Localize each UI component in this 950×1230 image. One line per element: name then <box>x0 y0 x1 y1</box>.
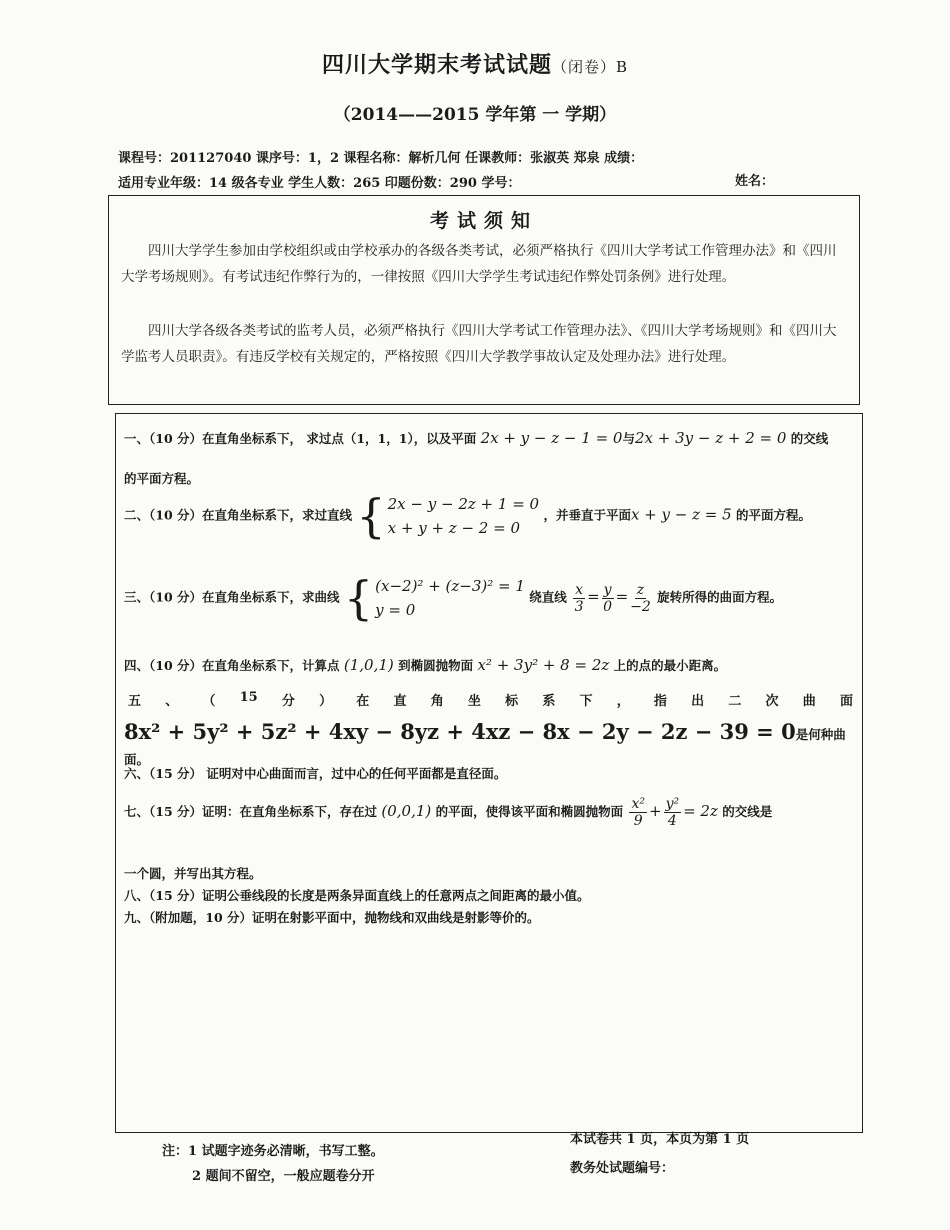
q3-fx-den: 3 <box>574 598 584 615</box>
q7-fx-den: 9 <box>633 813 643 829</box>
q5-heading-char: 面 <box>839 694 853 709</box>
class-info-line: 适用专业年级：14 级各专业 学生人数：265 印题份数：290 学号： <box>118 176 521 191</box>
question-5-equation <box>124 719 862 769</box>
q3-fz-num: z <box>636 581 645 598</box>
q5-heading-char: 次 <box>765 694 779 709</box>
q7-text: 七、（15 分）证明：在直角坐标系下，存在过 <box>124 804 377 819</box>
q1-text: 一、（10 分）在直角坐标系下， 求过点（1，1，1），以及平面 <box>124 431 477 446</box>
q5-quadric-equation: 8x² + 5y² + 5z² + 4xy − 8yz + 4xz − 8x − 2y − 2z − 39 = 0 <box>124 719 796 744</box>
q7-fy-num: y² <box>665 796 680 812</box>
q2-text-mid: ，并垂直于平面 <box>543 507 631 523</box>
notice-title: 考试须知 <box>429 210 538 232</box>
q5-heading-char: 坐 <box>467 694 481 709</box>
question-1-continued: 的平面方程。 <box>124 471 200 486</box>
question-1 <box>124 429 828 447</box>
q5-heading-char: ） <box>319 694 333 709</box>
q3-text-end: 旋转所得的曲面方程。 <box>657 589 783 605</box>
q4-surface: x² + 3y² + 8 = 2z <box>477 656 610 674</box>
q7-fraction-x <box>629 796 647 829</box>
question-9: 九、（附加题，10 分）证明在射影平面中，抛物线和双曲线是射影等价的。 <box>124 910 540 925</box>
q1-and: 与 <box>622 431 635 446</box>
course-info-line: 课程号：201127040 课序号：1，2 课程名称：解析几何 任课教师：张淑英 郑泉 成绩： <box>118 151 644 166</box>
question-7 <box>124 796 772 829</box>
q7-text-mid: 的平面，使得该平面和椭圆抛物面 <box>435 804 624 819</box>
q5-heading-char: 指 <box>653 694 667 709</box>
q5-heading-char: 五 <box>128 694 142 709</box>
q5-heading-char: 二 <box>728 694 742 709</box>
q4-point: (1,0,1) <box>343 656 394 674</box>
q2-text-end: 的平面方程。 <box>736 507 812 523</box>
name-label: 姓名： <box>735 174 775 189</box>
question-5-heading <box>128 690 853 709</box>
q1-text-end: 的交线 <box>790 431 829 446</box>
question-8: 八、（15 分）证明公垂线段的长度是两条异面直线上的任意两点之间距离的最小值。 <box>124 888 590 903</box>
q5-heading-char: ， <box>616 694 630 709</box>
q3-text: 三、（10 分）在直角坐标系下，求曲线 <box>124 589 340 605</box>
footer-code-label: 教务处试题编号： <box>570 1161 675 1176</box>
q7-fx-num: x² <box>631 796 645 812</box>
q3-equals-1: = <box>587 587 600 606</box>
q1-plane-1: 2x + y − z − 1 = 0 <box>480 429 623 447</box>
q7-fy-den: 4 <box>667 813 677 829</box>
notice-paragraph-2: 四川大学各级各类考试的监考人员，必须严格执行《四川大学考试工作管理办法》、《四川大学考场规则》和《四川大学监考人员职责》。有违反学校有关规定的，严格按照《四川大学教学事故认定及处理办法》进行处理。 <box>121 323 837 365</box>
question-3 <box>124 571 783 625</box>
questions-box <box>115 413 863 1133</box>
footer-note-2: 2 题间不留空，一般应题卷分开 <box>192 1169 375 1184</box>
title-main: 四川大学期末考试试题 <box>321 52 552 78</box>
footer-page-count: 本试卷共 1 页，本页为第 1 页 <box>570 1132 750 1147</box>
exam-title <box>0 48 950 79</box>
q5-heading-char: 分 <box>281 694 295 709</box>
q3-fraction-x <box>573 582 585 615</box>
q1-plane-2: 2x + 3y − z + 2 = 0 <box>634 429 787 447</box>
q7-text-end: 的交线是 <box>722 804 773 819</box>
q4-text: 四、（10 分）在直角坐标系下，计算点 <box>124 658 340 673</box>
q2-plane: x + y − z = 5 <box>630 505 732 524</box>
q7-point: (0,0,1) <box>381 802 432 820</box>
q7-plus: + <box>648 802 662 820</box>
q5-heading-char: 直 <box>393 694 407 709</box>
q5-heading-char: 角 <box>430 694 444 709</box>
q5-heading-char: 标 <box>505 694 519 709</box>
q3-equation-1: (x−2)² + (z−3)² = 1 <box>375 577 525 595</box>
q3-equation-2: y = 0 <box>375 601 416 619</box>
q5-heading-char: 、 <box>165 694 179 709</box>
q2-line-system <box>356 489 540 543</box>
q4-text-mid: 到椭圆抛物面 <box>398 658 474 673</box>
q3-fraction-y <box>602 582 614 615</box>
exam-notice-box <box>108 195 860 405</box>
q5-heading-char: 下 <box>579 694 593 709</box>
q5-heading-char: 15 <box>239 690 258 705</box>
q2-equation-1: 2x − y − 2z + 1 = 0 <box>387 495 540 513</box>
q5-heading-char: 出 <box>691 694 705 709</box>
footer-note-1: 注：1 试题字迹务必清晰，书写工整。 <box>162 1144 384 1159</box>
q5-heading-char: 在 <box>356 694 370 709</box>
q3-fx-num: x <box>575 581 584 598</box>
q3-text-mid: 绕直线 <box>529 589 567 605</box>
q3-fraction-z <box>630 582 651 615</box>
q3-fz-den: −2 <box>630 598 651 615</box>
q4-text-end: 上的点的最小距离。 <box>613 658 727 673</box>
left-brace-icon: { <box>343 571 374 625</box>
question-6: 六、（15 分） 证明对中心曲面而言，过中心的任何平面都是直径面。 <box>124 766 507 781</box>
left-brace-icon: { <box>356 489 386 543</box>
q7-fraction-y <box>664 796 682 829</box>
q3-fy-den: 0 <box>603 598 613 615</box>
q7-rhs: = 2z <box>683 802 718 820</box>
q2-equation-2: x + y + z − 2 = 0 <box>387 519 520 537</box>
q2-text: 二、（10 分）在直角坐标系下，求过直线 <box>124 507 352 523</box>
q3-equals-2: = <box>615 587 629 606</box>
term-line: （2014——2015 学年第 一 学期） <box>333 105 617 125</box>
q5-text-end: 是何种曲面。 <box>124 727 846 767</box>
q5-heading-char: （ <box>202 694 216 709</box>
q5-heading-char: 系 <box>542 694 556 709</box>
question-7-continued: 一个圆，并写出其方程。 <box>124 866 262 881</box>
q3-fy-num: y <box>603 581 612 598</box>
title-suffix: （闭卷）B <box>551 58 629 76</box>
notice-paragraph-1: 四川大学学生参加由学校组织或由学校承办的各级各类考试，必须严格执行《四川大学考试工作管理办法》和《四川大学考场规则》。有考试违纪作弊行为的，一律按照《四川大学学生考试违纪作弊处罚条例》进行处理。 <box>121 243 837 285</box>
question-4 <box>124 656 726 674</box>
q5-heading-char: 曲 <box>802 694 816 709</box>
q3-curve-system <box>343 571 525 625</box>
question-2 <box>124 489 812 543</box>
